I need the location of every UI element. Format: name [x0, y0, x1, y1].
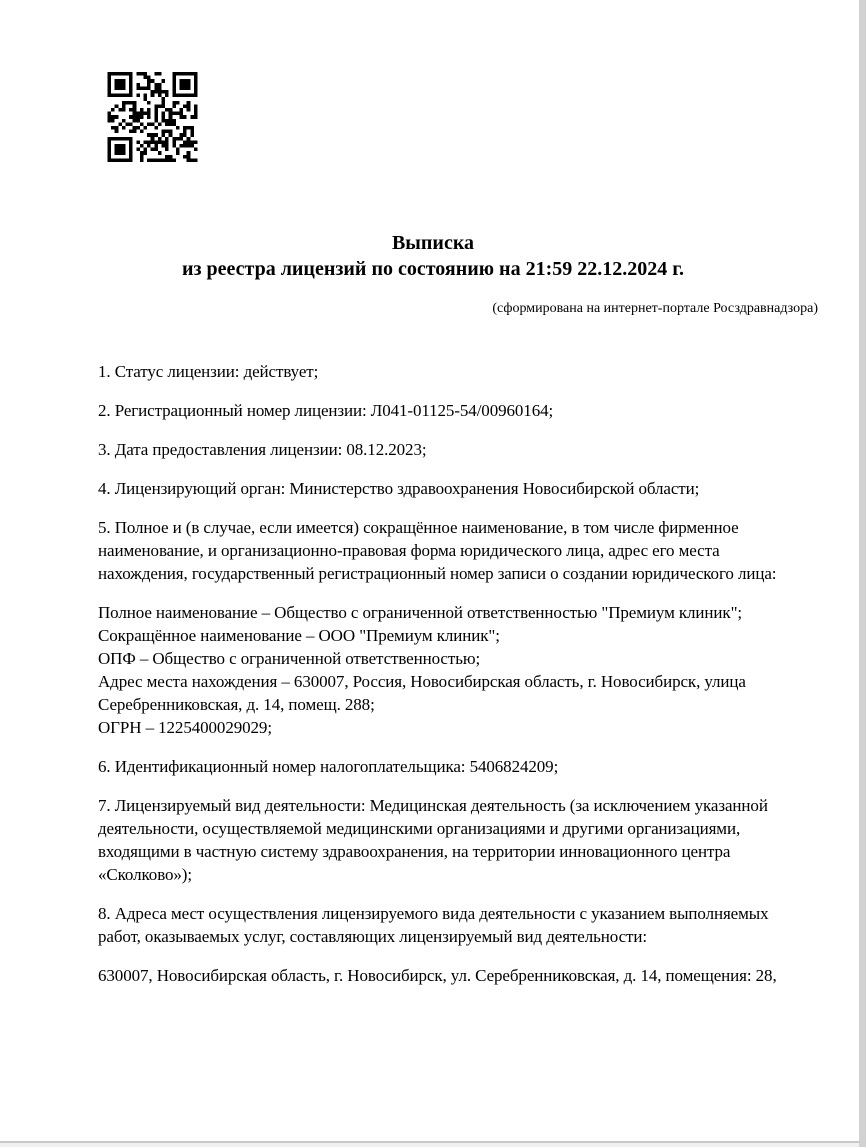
qr-code-icon	[100, 72, 205, 162]
document-subtitle: (сформирована на интернет-портале Росздравнадзора)	[492, 301, 818, 316]
paragraph-grant-date: 3. Дата предоставления лицензии: 08.12.2023;	[98, 440, 427, 459]
paragraph-licensed-activity: 7. Лицензируемый вид деятельности: Медицинская деятельность (за исключением указанной деятельности, осуществляемой медицинскими организациями и другими организациями, входящими в частную систему здравоохранения, на территории инновационного центра «Сколково»);	[98, 796, 768, 884]
paragraph-inn: 6. Идентификационный номер налогоплательщика: 5406824209;	[98, 757, 559, 776]
line-ogrn: ОГРН – 1225400029029;	[98, 718, 272, 737]
line-legal-address: Адрес места нахождения – 630007, Россия, Новосибирская область, г. Новосибирск, улица Серебренниковская, д. 14, помещ. 288;	[98, 672, 746, 714]
paragraph-licensing-authority: 4. Лицензирующий орган: Министерство здравоохранения Новосибирской области;	[98, 479, 700, 498]
document-title-line-1: Выписка	[391, 232, 475, 254]
line-legal-form: ОПФ – Общество с ограниченной ответственностью;	[98, 649, 481, 668]
line-full-name: Полное наименование – Общество с ограниченной ответственностью "Премиум клиник";	[98, 603, 743, 622]
paragraph-name-section-heading: 5. Полное и (в случае, если имеется) сокращённое наименование, в том числе фирменное наименование, и организационно-правовая форма юридического лица, адрес его места нахождения, государственный регистрационный номер записи о создании юридического лица:	[98, 518, 777, 583]
paragraph-activity-address: 630007, Новосибирская область, г. Новосибирск, ул. Серебренниковская, д. 14, помещения: 28,	[98, 966, 777, 985]
document-title-line-2: из реестра лицензий по состоянию на 21:59 22.12.2024 г.	[181, 258, 685, 280]
page-bottom-boundary	[0, 1141, 859, 1147]
paragraph-license-status: 1. Статус лицензии: действует;	[98, 362, 319, 381]
paragraph-registration-number: 2. Регистрационный номер лицензии: Л041-01125-54/00960164;	[98, 401, 554, 420]
paragraph-activity-addr-heading: 8. Адреса мест осуществления лицензируемого вида деятельности с указанием выполняемых работ, оказываемых услуг, составляющих лицензируемый вид деятельности:	[98, 904, 769, 946]
document-body	[98, 360, 802, 987]
line-short-name: Сокращённое наименование – ООО "Премиум клиник";	[98, 626, 500, 645]
viewer-right-edge	[859, 0, 866, 1147]
